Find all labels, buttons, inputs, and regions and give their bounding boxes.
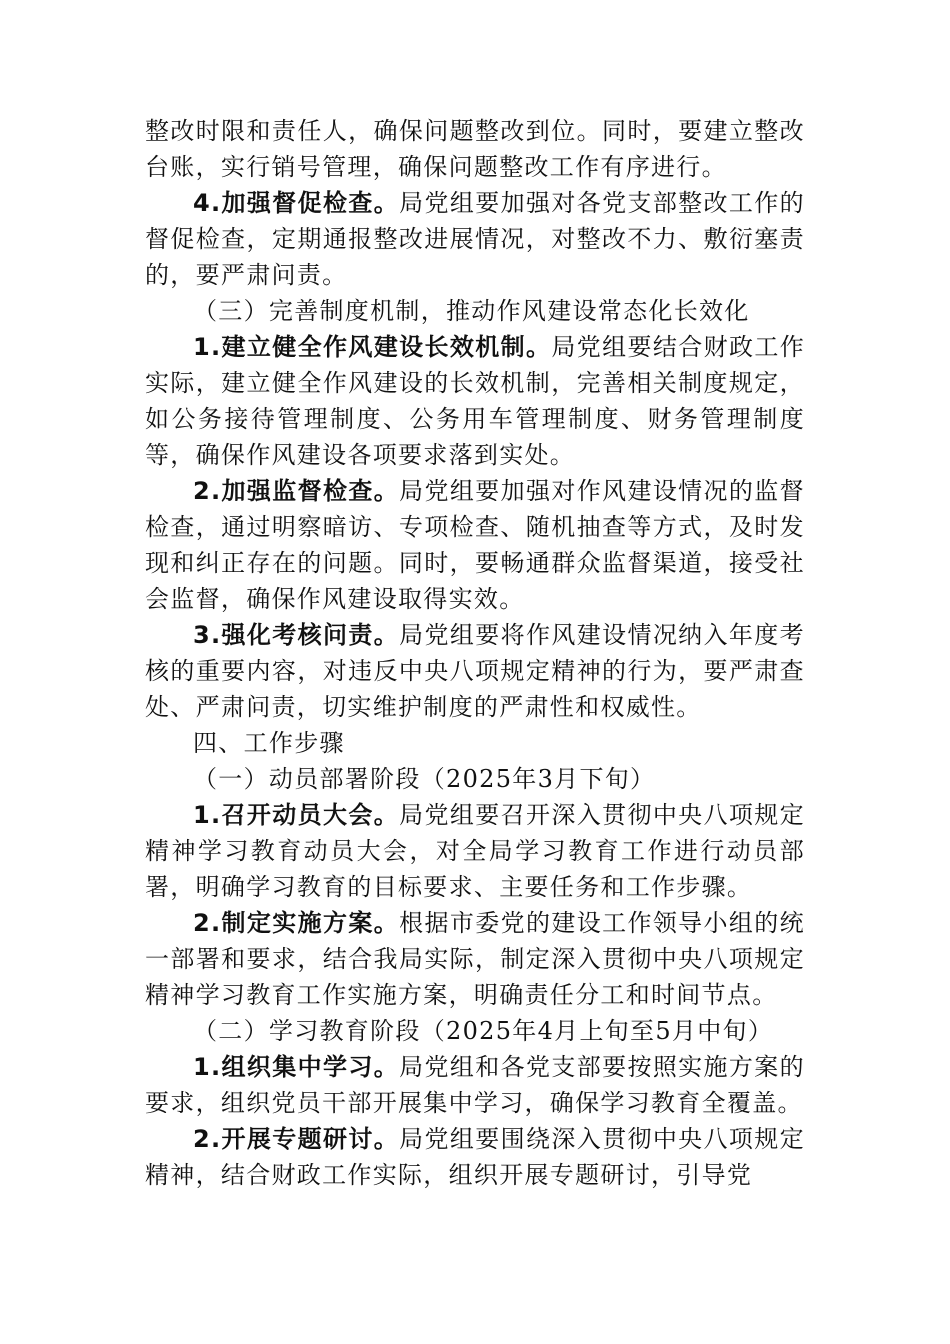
- section-heading-4: [145, 725, 805, 761]
- subsection-title: （三）完善制度机制，推动作风建设常态化长效化: [193, 297, 750, 325]
- item-heading: 1.组织集中学习。: [193, 1053, 400, 1081]
- paragraph-item-2: [145, 905, 805, 1013]
- paragraph-text: 局党组要加强对各党支部整改工作的督促检查，定期通报整改进展情况，对整改不力、敷衍塞责的，要严肃问责。: [145, 189, 805, 289]
- paragraph-item-3: [145, 617, 805, 725]
- item-heading: 4.加强督促检查。: [193, 189, 400, 217]
- paragraph-text: 局党组要结合财政工作实际，建立健全作风建设的长效机制，完善相关制度规定，如公务接待管理制度、公务用车管理制度、财务管理制度等，确保作风建设各项要求落到实处。: [145, 333, 805, 469]
- paragraph-text: 整改时限和责任人，确保问题整改到位。同时，要建立整改台账，实行销号管理，确保问题整改工作有序进行。: [145, 117, 805, 181]
- document-page: [145, 113, 805, 1193]
- item-heading: 1.召开动员大会。: [193, 801, 400, 829]
- subsection-title: （一）动员部署阶段（2025年3月下旬）: [193, 765, 656, 793]
- paragraph-item-4: [145, 185, 805, 293]
- item-heading: 2.加强监督检查。: [193, 477, 400, 505]
- paragraph-text: 局党组要召开深入贯彻中央八项规定精神学习教育动员大会，对全局学习教育工作进行动员部署，明确学习教育的目标要求、主要任务和工作步骤。: [145, 801, 805, 901]
- item-heading: 3.强化考核问责。: [193, 621, 400, 649]
- paragraph-item-1: [145, 797, 805, 905]
- paragraph-continuation: [145, 113, 805, 185]
- paragraph-text: 根据市委党的建设工作领导小组的统一部署和要求，结合我局实际，制定深入贯彻中央八项规定精神学习教育工作实施方案，明确责任分工和时间节点。: [145, 909, 805, 1009]
- subsection-heading-1: [145, 761, 805, 797]
- paragraph-item-1: [145, 1049, 805, 1121]
- subsection-title: （二）学习教育阶段（2025年4月上旬至5月中旬）: [193, 1017, 774, 1045]
- paragraph-item-1: [145, 329, 805, 473]
- paragraph-text: 局党组要将作风建设情况纳入年度考核的重要内容，对违反中央八项规定精神的行为，要严肃查处、严肃问责，切实维护制度的严肃性和权威性。: [145, 621, 805, 721]
- paragraph-item-2: [145, 473, 805, 617]
- subsection-heading-2: [145, 1013, 805, 1049]
- section-title: 四、工作步骤: [193, 729, 345, 757]
- item-heading: 2.开展专题研讨。: [193, 1125, 400, 1153]
- item-heading: 2.制定实施方案。: [193, 909, 400, 937]
- item-heading: 1.建立健全作风建设长效机制。: [193, 333, 552, 361]
- paragraph-text: 局党组和各党支部要按照实施方案的要求，组织党员干部开展集中学习，确保学习教育全覆盖。: [145, 1053, 805, 1117]
- subsection-heading-3: [145, 293, 805, 329]
- paragraph-text: 局党组要加强对作风建设情况的监督检查，通过明察暗访、专项检查、随机抽查等方式，及时发现和纠正存在的问题。同时，要畅通群众监督渠道，接受社会监督，确保作风建设取得实效。: [145, 477, 805, 613]
- paragraph-text: 局党组要围绕深入贯彻中央八项规定精神，结合财政工作实际，组织开展专题研讨，引导党: [145, 1125, 805, 1189]
- paragraph-item-2: [145, 1121, 805, 1193]
